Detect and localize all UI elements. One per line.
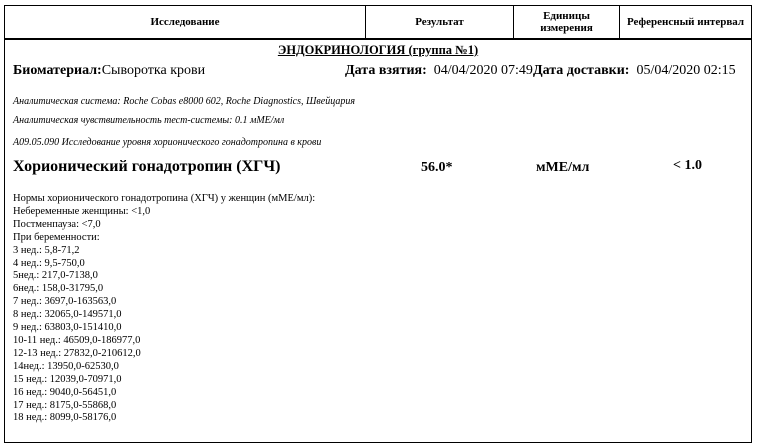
norms-list xyxy=(13,193,315,425)
table-header xyxy=(5,6,751,40)
norms-line: Постменпауза: <7,0 xyxy=(13,218,101,230)
header-result-label: Результат xyxy=(415,16,464,28)
norms-line: 3 нед.: 5,8-71,2 xyxy=(13,244,80,256)
header-result xyxy=(365,6,513,38)
norms-line: 9 нед.: 63803,0-151410,0 xyxy=(13,322,122,334)
test-units: мМЕ/мл xyxy=(536,160,590,175)
norms-line: Небеременные женщины: <1,0 xyxy=(13,205,151,217)
norms-line: 10-11 нед.: 46509,0-186977,0 xyxy=(13,334,141,346)
norms-line: При беременности: xyxy=(13,231,100,243)
test-value: 56.0* xyxy=(421,160,453,175)
header-units-line2: измерения xyxy=(540,22,593,34)
section-title: ЭНДОКРИНОЛОГИЯ (группа №1) xyxy=(277,43,479,57)
norms-line: 4 нед.: 9,5-750,0 xyxy=(13,257,85,269)
test-name: Хорионический гонадотропин (ХГЧ) xyxy=(13,158,281,175)
result-row xyxy=(5,158,751,180)
header-study-label: Исследование xyxy=(150,16,220,28)
header-study xyxy=(5,6,365,38)
analytic-sensitivity: Аналитическая чувствительность тест-системы: 0.1 мМЕ/мл xyxy=(13,115,285,126)
delivery-date-value: 05/04/2020 02:15 xyxy=(636,63,736,78)
norms-line: 14нед.: 13950,0-62530,0 xyxy=(13,360,119,372)
sample-dates xyxy=(345,63,736,79)
procedure-code: A09.05.090 Исследование уровня хорионического гонадотропина в крови xyxy=(13,137,322,148)
norms-line: 18 нед.: 8099,0-58176,0 xyxy=(13,412,117,424)
lab-report-frame xyxy=(4,5,752,443)
header-units-line1: Единицы xyxy=(543,10,590,22)
biomaterial-value: Сыворотка крови xyxy=(101,63,206,78)
delivery-date-label: Дата доставки: xyxy=(532,63,630,78)
header-reference xyxy=(619,6,751,38)
norms-line: 16 нед.: 9040,0-56451,0 xyxy=(13,386,117,398)
header-units xyxy=(513,6,619,38)
test-reference: < 1.0 xyxy=(673,158,702,173)
norms-line: 5нед.: 217,0-7138,0 xyxy=(13,270,98,282)
analytic-system: Аналитическая система: Roche Cobas e8000 602, Roche Diagnostics, Швейцария xyxy=(13,96,355,107)
collection-date-label: Дата взятия: xyxy=(345,63,427,78)
norms-line: Нормы хорионического гонадотропина (ХГЧ) у женщин (мМЕ/мл): xyxy=(13,193,316,204)
collection-date-value: 04/04/2020 07:49 xyxy=(433,63,533,78)
biomaterial-label: Биоматериал: xyxy=(13,63,102,78)
norms-line: 8 нед.: 32065,0-149571,0 xyxy=(13,309,122,321)
sample-info-row xyxy=(13,63,752,83)
norms-line: 17 нед.: 8175,0-55868,0 xyxy=(13,399,117,411)
header-reference-label: Референсный интервал xyxy=(626,16,745,28)
norms-line: 15 нед.: 12039,0-70971,0 xyxy=(13,373,122,385)
norms-line: 12-13 нед.: 27832,0-210612,0 xyxy=(13,347,141,359)
norms-line: 7 нед.: 3697,0-163563,0 xyxy=(13,296,117,308)
norms-line: 6нед.: 158,0-31795,0 xyxy=(13,283,104,295)
